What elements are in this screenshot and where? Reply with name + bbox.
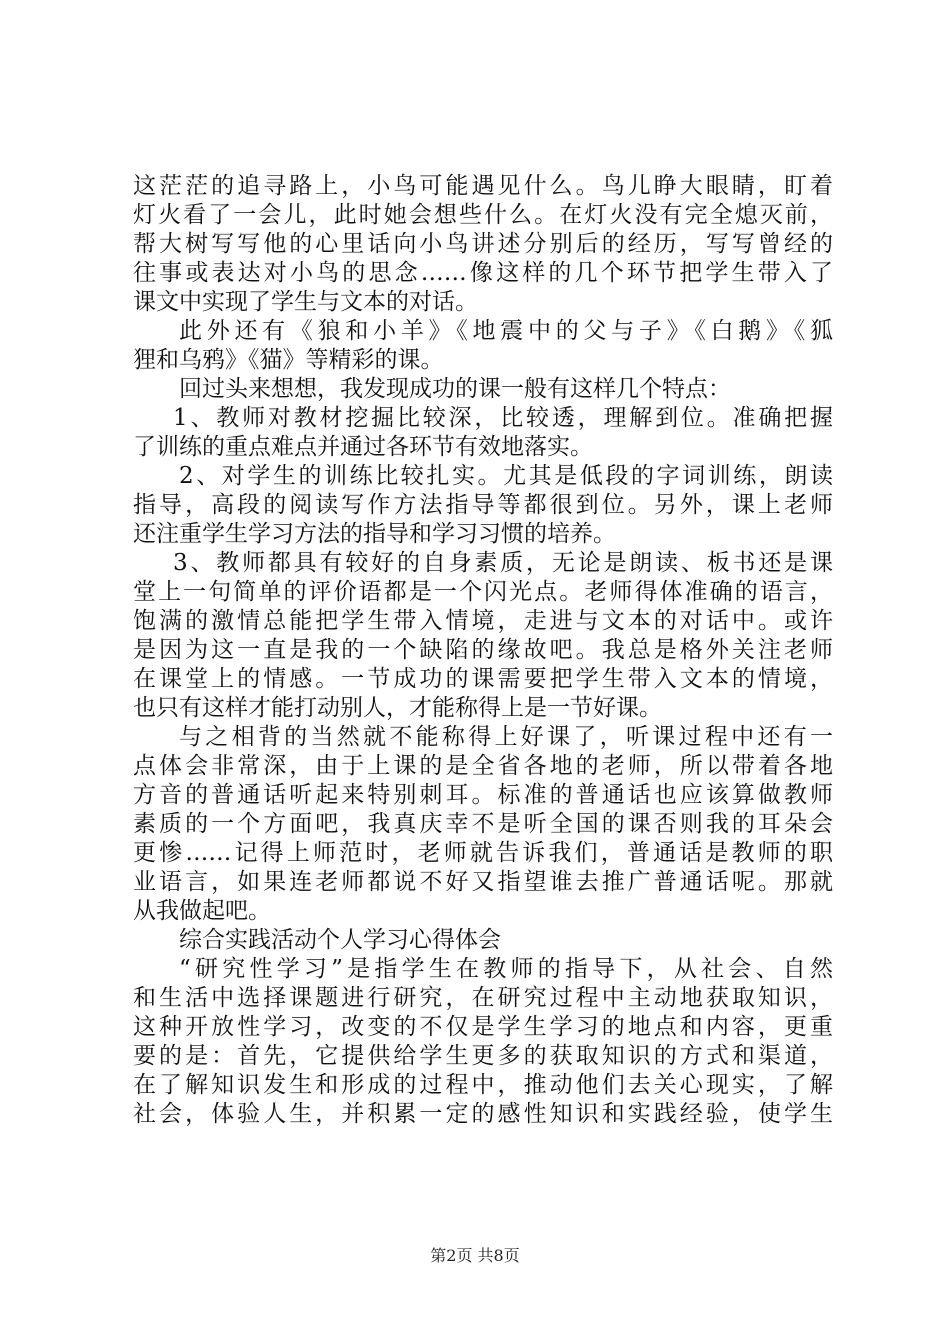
text-line: 狸和乌鸦》《猫》等精彩的课。 [133,347,444,373]
text-line: 从我做起吧。 [133,898,271,924]
text-line: 指导，高段的阅读写作方法指导等都很到位。另外，课上老师 [133,492,833,518]
text-line: 还注重学生学习方法的指导和学习习惯的培养。 [133,521,616,547]
text-line: 与之相背的当然就不能称得上好课了，听课过程中还有一 [179,724,833,750]
text-line: 回过头来想想，我发现成功的课一般有这样几个特点： [179,376,731,402]
text-line: 1、教师对教材挖掘比较深，比较透，理解到位。准确把握 [173,405,833,431]
text-line: 在课堂上的情感。一节成功的课需要把学生带入文本的情境， [133,666,833,692]
text-line: 这种开放性学习，改变的不仅是学生学习的地点和内容，更重 [133,1014,833,1040]
text-line: 是因为这一直是我的一个缺陷的缘故吧。我总是格外关注老师 [133,637,833,663]
text-line: 素质的一个方面吧，我真庆幸不是听全国的课否则我的耳朵会 [133,811,833,837]
text-line: 在了解知识发生和形成的过程中，推动他们去关心现实，了解 [133,1072,833,1098]
text-line: 灯火看了一会儿，此时她会想些什么。在灯火没有完全熄灭前， [133,202,833,228]
text-line: 堂上一句简单的评价语都是一个闪光点。老师得体准确的语言， [133,579,833,605]
section-heading: 综合实践活动个人学习心得体会 [179,927,501,953]
text-line: 2、对学生的训练比较扎实。尤其是低段的字词训练，朗读 [179,463,833,489]
text-line: 方音的普通话听起来特别刺耳。标准的普通话也应该算做教师 [133,782,833,808]
text-line: 了训练的重点难点并通过各环节有效地落实。 [133,434,593,460]
text-line: 也只有这样才能打动别人，才能称得上是一节好课。 [133,695,662,721]
page-number-footer: 第2页 共8页 [430,1246,520,1265]
text-line: 要的是：首先，它提供给学生更多的获取知识的方式和渠道， [133,1043,833,1069]
document-body [133,172,833,1129]
text-line: 此外还有《狼和小羊》《地震中的父与子》《白鹅》《狐 [179,318,833,344]
text-line: 更惨……记得上师范时，老师就告诉我们，普通话是教师的职 [133,840,833,866]
text-line: 这茫茫的追寻路上，小鸟可能遇见什么。鸟儿睁大眼睛，盯着 [133,173,833,199]
text-line: “研究性学习”是指学生在教师的指导下，从社会、自然 [179,956,833,982]
text-line: 帮大树写写他的心里话向小鸟讲述分别后的经历，写写曾经的 [133,231,833,257]
text-line: 3、教师都具有较好的自身素质，无论是朗读、板书还是课 [173,550,833,576]
text-line: 饱满的激情总能把学生带入情境，走进与文本的对话中。或许 [133,608,833,634]
text-line: 业语言，如果连老师都说不好又指望谁去推广普通话呢。那就 [133,869,833,895]
text-line: 课文中实现了学生与文本的对话。 [133,289,478,315]
text-line: 点体会非常深，由于上课的是全省各地的老师，所以带着各地 [133,753,833,779]
text-line: 社会，体验人生，并积累一定的感性知识和实践经验，使学生 [133,1101,833,1127]
text-line: 和生活中选择课题进行研究，在研究过程中主动地获取知识， [133,985,833,1011]
text-line: 往事或表达对小鸟的思念……像这样的几个环节把学生带入了 [133,260,833,286]
